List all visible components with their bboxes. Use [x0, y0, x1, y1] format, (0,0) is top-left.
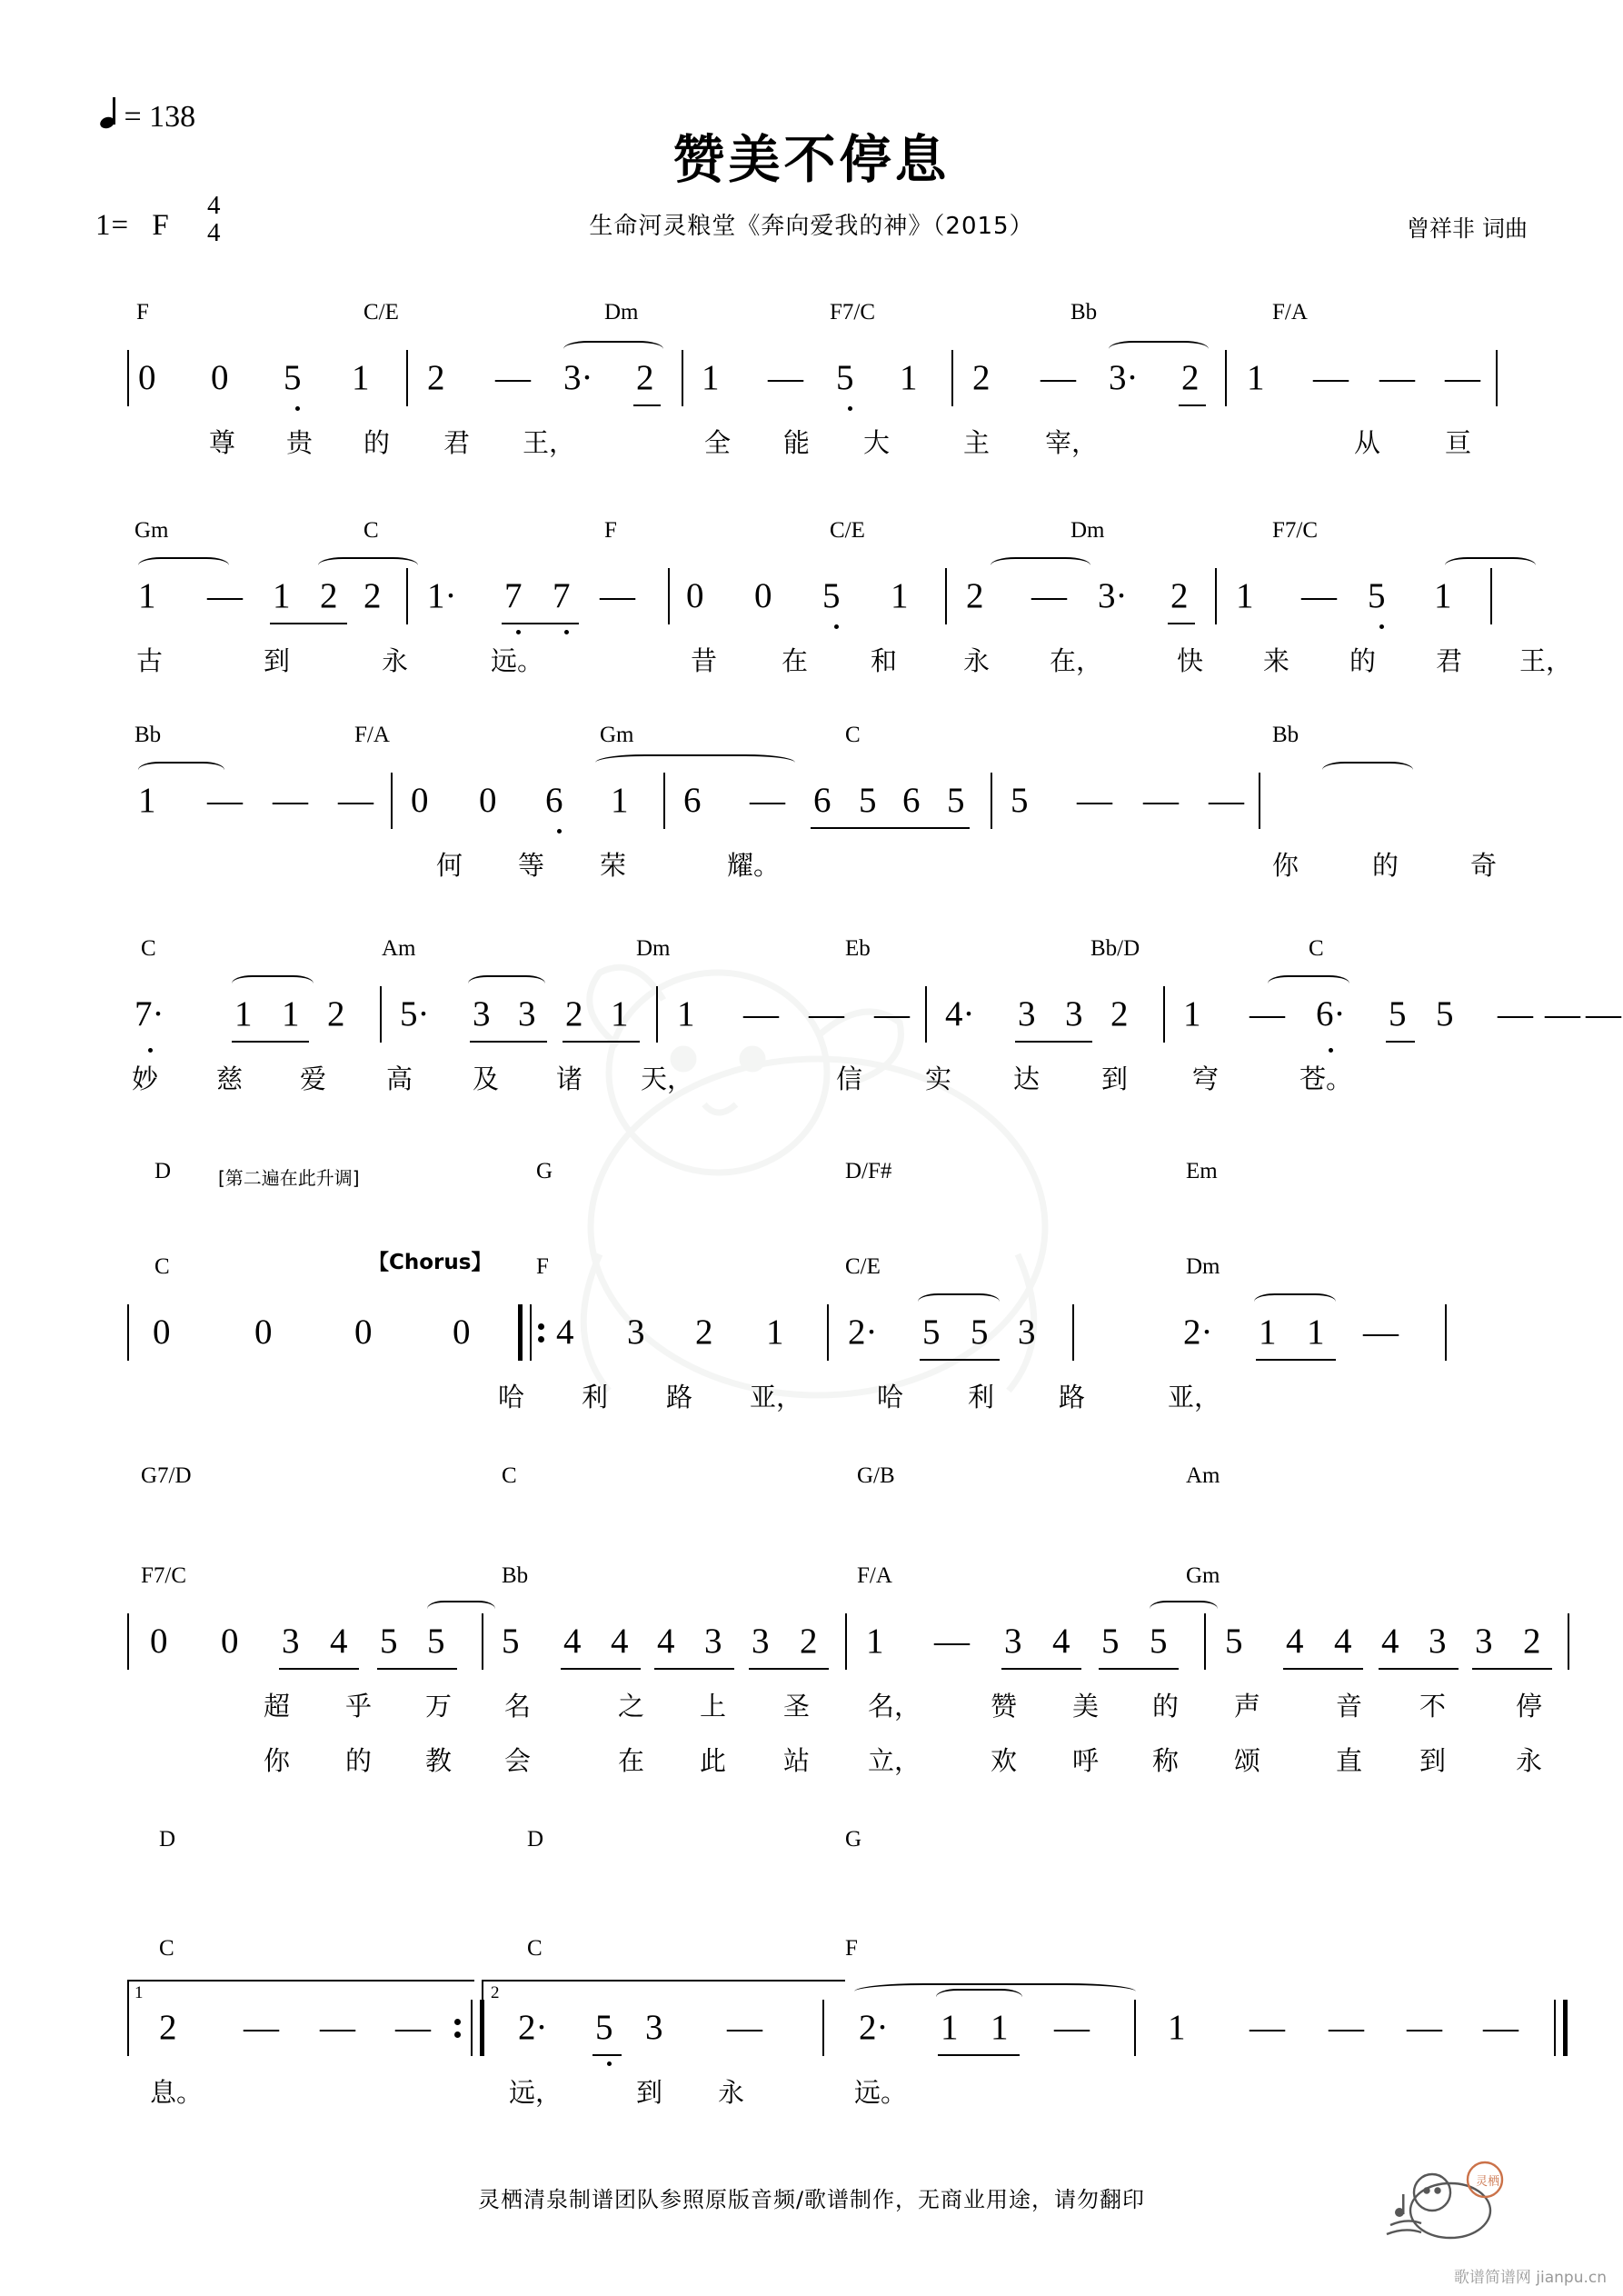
chord: Eb [845, 936, 871, 961]
system-1-notes: 0 0 5 1 2 — 3· 2 1 — 5 1 2 — 3· 2 1 — — — [0, 350, 1623, 423]
chord: Am [382, 936, 416, 961]
chord: C/E [845, 1254, 881, 1279]
chord: F7/C [141, 1563, 187, 1588]
chord: Gm [600, 723, 634, 747]
chord: G/B [857, 1463, 895, 1488]
chord: F/A [1272, 300, 1308, 324]
chord: F7/C [830, 300, 876, 324]
chord: F/A [857, 1563, 892, 1588]
time-denominator: 4 [207, 217, 221, 247]
ending-1-bracket [127, 1980, 474, 1982]
key-label: 1= [95, 209, 130, 242]
chord: Bb [1272, 723, 1299, 747]
system-6-notes: 0 0 3 4 5 5 5 4 4 4 3 3 2 1 — 3 4 5 5 5 4 4 4 3 3 2 [0, 1613, 1623, 1686]
svg-text:灵栖: 灵栖 [1476, 2175, 1500, 2189]
system-5-notes: 0 0 0 0 4 3 2 1 2· 5 5 3 2· 1 1 — [0, 1304, 1623, 1377]
chord: Dm [604, 300, 639, 324]
sheet-music-page: = 138 1= F 4 4 赞美不停息 生命河灵粮堂《奔向爱我的神》（2015） 曾祥非 词曲 F C/E Dm F7/C Bb F/A 0 0 5 1 2 — 3· 2 1 — 5 1 2 — 3· 2 1 — — — 尊 贵 的 君 王， 全 能 大 主 宰， 从 亘 Gm C F C/E Dm F7/C 1 — 1 2 2 1· 7 7 — 0 0 5 1 2 — 3· 2 1 — 5 1 古 到 永 远。 昔 在 和 永 在， 快 来 的 君 王， Bb F/A Gm C Bb 1 — — — 0 0 6 1 6 — 6 5 6 5 5 — — — 何 等 荣 耀。 你 的 奇 C Am Dm Eb Bb/D C 7· 1 1 2 5· 3 3 2 1 1 — — — 4· 3 3 2 1 — 6· 5 5 — — — 妙 慈 爱 高 及 诸 天， 信 实 达 到 穹 苍。 D G D/F# Em [第二遍在此升调] C F C/E Dm 【Chorus】 0 0 0 0 4 3 2 1 2· 5 5 3 2· 1 1 — 哈 利 路 亚， 哈 利 路 亚， G7/D C G/B Am F7/C Bb F/A Gm 0 0 3 4 5 5 5 4 4 4 3 3 2 1 — 3 4 5 5 5 4 4 4 3 3 2 超 乎 万 名 之 上 圣 名， 赞 美 的 声 音 不 停 你 的 教 会 在 此 站 立， 欢 呼 称 颂 直 到 永 D D G C C F 1 2 2 — — — 2· 5 3 — 2· 1 1 — 1 — — — — 息。 远， 到 永 远。 灵栖清泉制谱团队参照原版音频/歌谱制作，无商业用途，请勿翻印 灵栖 歌谱简谱网 jianpu.cn [0, 0, 1623, 2296]
chord: C [845, 723, 861, 747]
system-4-notes: 7· 1 1 2 5· 3 3 2 1 1 — — — 4· 3 3 2 1 — 6· 5 5 — — — [0, 986, 1623, 1059]
chord: F [845, 1936, 858, 1961]
chord: C/E [363, 300, 399, 324]
key-change-annotation: [第二遍在此升调] [218, 1167, 360, 1189]
song-subtitle: 生命河灵粮堂《奔向爱我的神》（2015） [589, 213, 1034, 240]
producer-logo [1378, 2154, 1514, 2254]
chord: Bb/D [1090, 936, 1140, 961]
chord: F [604, 518, 617, 543]
tempo-value: = 138 [124, 100, 196, 134]
key-value: F [152, 209, 170, 242]
chorus-label: 【Chorus】 [368, 1251, 493, 1274]
ending-2-bracket [482, 1980, 845, 1982]
chord: G [845, 1827, 862, 1852]
chord: C [141, 936, 156, 961]
chord: C [154, 1254, 170, 1279]
chord: C/E [830, 518, 865, 543]
system-7-notes: 2 — — — 2· 5 3 — 2· 1 1 — 1 — — — — [0, 2000, 1623, 2072]
chord: Dm [1186, 1254, 1220, 1279]
chord: Bb [134, 723, 162, 747]
site-watermark: 歌谱简谱网 jianpu.cn [1453, 2269, 1607, 2287]
chord: Bb [1070, 300, 1098, 324]
chord: C [1309, 936, 1324, 961]
song-title: 赞美不停息 [672, 130, 951, 190]
chord: C [502, 1463, 517, 1488]
ending-2-number: 2 [491, 1983, 500, 2002]
time-numerator: 4 [207, 191, 221, 220]
chord: D [154, 1159, 172, 1183]
composer-credit: 曾祥非 词曲 [1407, 215, 1528, 242]
chord: Gm [1186, 1563, 1220, 1588]
chord: Dm [636, 936, 671, 961]
footer-note: 灵栖清泉制谱团队参照原版音频/歌谱制作，无商业用途，请勿翻印 [477, 2187, 1146, 2212]
chord: D [527, 1827, 544, 1852]
chord: C [363, 518, 379, 543]
chord: D/F# [845, 1159, 892, 1183]
chord: F [536, 1254, 549, 1279]
chord: Dm [1070, 518, 1105, 543]
system-2-notes: 1 — 1 2 2 1· 7 7 — 0 0 5 1 2 — 3· 2 1 — 5 1 [0, 568, 1623, 641]
chord: F/A [354, 723, 390, 747]
chord: C [159, 1936, 174, 1961]
chord: Bb [502, 1563, 529, 1588]
chord: F7/C [1272, 518, 1319, 543]
chord: G [536, 1159, 553, 1183]
chord: Am [1186, 1463, 1220, 1488]
chord: D [159, 1827, 176, 1852]
chord: G7/D [141, 1463, 192, 1488]
ending-1-number: 1 [134, 1983, 144, 2002]
system-3-notes: 1 — — — 0 0 6 1 6 — 6 5 6 5 5 — — — [0, 773, 1623, 845]
chord: F [136, 300, 149, 324]
chord: Em [1186, 1159, 1218, 1183]
chord: C [527, 1936, 543, 1961]
chord: Gm [134, 518, 169, 543]
